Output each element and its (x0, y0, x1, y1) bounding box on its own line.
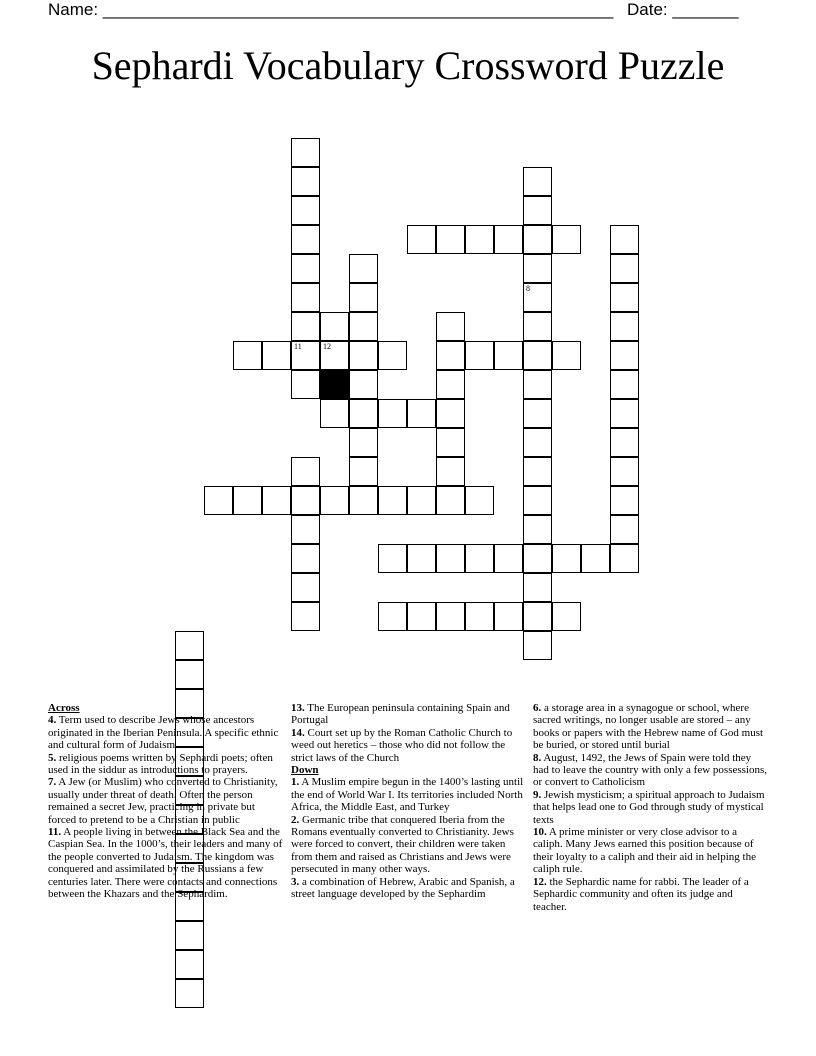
crossword-cell[interactable] (291, 486, 320, 515)
crossword-cell[interactable] (436, 486, 465, 515)
clue-number: 8 (526, 284, 530, 293)
clue-text: August, 1492, the Jews of Spain were told they had to leave the country with only a few possessions, or convert to Catholicism (533, 751, 768, 789)
clue-number: 12 (323, 342, 331, 351)
clue-text: A people living in between the Black Sea and the Caspian Sea. In the 1000’s, their leaders and many of the people converted to Judaism. The kingdom was conquered and assimilated by the Russians a few centuries later. There were contacts and connections between the Khazars and the Sephardim. (48, 826, 283, 901)
crossword-cell[interactable] (523, 312, 552, 341)
clue-text: a combination of Hebrew, Arabic and Spanish, a street language developed by the Sephardim (291, 875, 515, 901)
crossword-cell[interactable] (610, 254, 639, 283)
clue-text: Court set up by the Roman Catholic Church to weed out heretics – those who did not follow the strict laws of the Church (291, 726, 513, 764)
crossword-cell[interactable] (436, 312, 465, 341)
name-field-line: Name: ______________________________________________________ (48, 0, 614, 19)
across-heading: Across (48, 702, 80, 714)
crossword-cell[interactable] (610, 457, 639, 486)
crossword-cell[interactable] (291, 457, 320, 486)
clue-number-label: 10. (533, 826, 547, 839)
crossword-cell[interactable] (320, 399, 349, 428)
crossword-cell[interactable] (291, 167, 320, 196)
clue-number-label: 1. (291, 776, 300, 789)
clue-item (533, 702, 769, 752)
clue-number-label: 13. (291, 702, 305, 714)
crossword-cell[interactable] (262, 486, 291, 515)
crossword-cell[interactable] (291, 515, 320, 544)
crossword-cell[interactable] (349, 283, 378, 312)
crossword-cell[interactable] (552, 341, 581, 370)
crossword-cell[interactable] (465, 341, 494, 370)
crossword-cell[interactable] (378, 544, 407, 573)
clues-column-3 (533, 702, 769, 913)
clue-number-label: 11. (48, 826, 62, 839)
clue-text: religious poems written by Sephardi poets; often used in the siddur as introductions to prayers. (48, 751, 273, 777)
crossword-cell[interactable] (523, 428, 552, 457)
crossword-cell[interactable] (523, 515, 552, 544)
crossword-cell[interactable] (291, 341, 320, 370)
crossword-cell[interactable] (465, 544, 494, 573)
crossword-cell[interactable] (349, 370, 378, 399)
crossword-cell[interactable] (320, 486, 349, 515)
across-clue-list-continued (291, 702, 527, 764)
down-clue-list (291, 776, 527, 900)
crossword-cell[interactable] (291, 283, 320, 312)
clue-number-label: 2. (291, 813, 300, 826)
clue-number-label: 4. (48, 714, 57, 727)
crossword-cell[interactable] (610, 515, 639, 544)
crossword-cell[interactable] (349, 312, 378, 341)
clue-text: Germanic tribe that conquered Iberia from the Romans eventually converted to Christianity. Jews were forced to convert, their children were taken from them and raised as Christians and Jews were persecuted in many other ways. (291, 813, 514, 876)
clue-text: the Sephardic name for rabbi. The leader of a Sephardic community and often its judge and teacher. (533, 875, 749, 913)
crossword-cell[interactable] (494, 602, 523, 631)
crossword-cell[interactable] (610, 544, 639, 573)
crossword-cell[interactable] (407, 602, 436, 631)
crossword-cell[interactable] (233, 341, 262, 370)
crossword-cell[interactable] (581, 544, 610, 573)
crossword-cell[interactable] (523, 486, 552, 515)
clue-text: A Muslim empire begun in the 1400’s lasting until the end of World War I. Its territories included North Africa, the Middle East, and Turkey (291, 776, 524, 814)
crossword-cell[interactable] (378, 341, 407, 370)
clue-item (533, 752, 769, 789)
clue-item (533, 789, 769, 826)
crossword-cell[interactable] (378, 399, 407, 428)
clue-item (533, 826, 769, 876)
crossword-cell[interactable] (436, 544, 465, 573)
down-clue-list-continued (533, 702, 769, 913)
crossword-cell[interactable] (349, 457, 378, 486)
black-square (320, 370, 349, 399)
crossword-cell[interactable] (175, 921, 204, 950)
clue-item (291, 876, 527, 901)
crossword-cell[interactable] (407, 486, 436, 515)
clue-number-label: 5. (48, 751, 57, 764)
crossword-cell[interactable] (407, 399, 436, 428)
clue-text: Jewish mysticism; a spiritual approach to Judaism that helps lead one to God through study of mystical texts (533, 788, 765, 826)
clue-item (291, 702, 527, 727)
crossword-cell[interactable] (523, 341, 552, 370)
crossword-cell[interactable] (523, 399, 552, 428)
clue-text: A Jew (or Muslim) who converted to Christianity, usually under threat of death. Often the person remained a secret Jew, practicing in private but forced to pretend to be a Christian in public (48, 776, 278, 826)
crossword-cell[interactable] (465, 602, 494, 631)
crossword-cell[interactable] (436, 399, 465, 428)
crossword-cell[interactable] (552, 544, 581, 573)
crossword-cell[interactable] (552, 602, 581, 631)
crossword-cell[interactable] (175, 950, 204, 979)
clue-item (291, 727, 527, 764)
crossword-cell[interactable] (436, 457, 465, 486)
clue-item (533, 876, 769, 913)
crossword-cell[interactable] (291, 544, 320, 573)
clue-item (48, 776, 284, 826)
crossword-cell[interactable] (291, 573, 320, 602)
crossword-cell[interactable] (523, 225, 552, 254)
clue-number-label: 12. (533, 875, 547, 888)
crossword-cell[interactable] (175, 660, 204, 689)
crossword-cell[interactable] (465, 225, 494, 254)
clue-text: A prime minister or very close advisor to a caliph. Many Jews earned this position because of their loyalty to a caliph and their aid in helping the caliph rule. (533, 826, 756, 876)
crossword-cell[interactable] (291, 138, 320, 167)
crossword-cell[interactable] (262, 341, 291, 370)
crossword-cell[interactable] (523, 283, 552, 312)
clue-number-label: 6. (533, 702, 542, 714)
crossword-cell[interactable] (436, 370, 465, 399)
crossword-cell[interactable] (349, 341, 378, 370)
crossword-cell[interactable] (349, 399, 378, 428)
crossword-cell[interactable] (291, 225, 320, 254)
crossword-cell[interactable] (465, 486, 494, 515)
crossword-cell[interactable] (610, 283, 639, 312)
crossword-cell[interactable] (320, 312, 349, 341)
crossword-cell[interactable] (610, 428, 639, 457)
clue-item (291, 776, 527, 813)
crossword-cell[interactable] (494, 544, 523, 573)
crossword-cell[interactable] (175, 631, 204, 660)
clue-number-label: 9. (533, 788, 542, 801)
clue-item (48, 752, 284, 777)
clue-number-label: 8. (533, 751, 542, 764)
crossword-cell[interactable] (175, 979, 204, 1008)
crossword-cell[interactable] (436, 225, 465, 254)
crossword-cell[interactable] (610, 486, 639, 515)
clue-item (48, 714, 284, 751)
clue-number-label: 14. (291, 726, 305, 739)
across-clue-list (48, 714, 284, 900)
clues-column-2 (291, 702, 527, 901)
crossword-cell[interactable] (320, 341, 349, 370)
crossword-cell[interactable] (349, 486, 378, 515)
date-field-line: Date: _______ (627, 0, 739, 19)
crossword-cell[interactable] (523, 631, 552, 660)
crossword-cell[interactable] (204, 486, 233, 515)
crossword-cell[interactable] (610, 370, 639, 399)
crossword-cell[interactable] (523, 457, 552, 486)
clue-item (48, 826, 284, 900)
puzzle-title: Sephardi Vocabulary Crossword Puzzle (91, 43, 725, 88)
crossword-cell[interactable] (610, 312, 639, 341)
crossword-cell[interactable] (407, 225, 436, 254)
clues-column-1 (48, 702, 284, 901)
crossword-cell[interactable] (523, 544, 552, 573)
crossword-cell[interactable] (436, 341, 465, 370)
clue-text: Term used to describe Jews whose ancestors originated in the Iberian Peninsula. A specific ethnic and cultural form of Judaism. (48, 714, 279, 752)
down-heading: Down (291, 764, 319, 777)
crossword-cell[interactable] (407, 544, 436, 573)
crossword-cell[interactable] (552, 225, 581, 254)
clue-text: The European peninsula containing Spain and Portugal (291, 702, 510, 727)
crossword-cell[interactable] (523, 254, 552, 283)
crossword-cell[interactable] (610, 225, 639, 254)
crossword-cell[interactable] (610, 341, 639, 370)
crossword-cell[interactable] (494, 225, 523, 254)
crossword-cell[interactable] (523, 370, 552, 399)
clue-number-label: 3. (291, 875, 300, 888)
crossword-cell[interactable] (378, 602, 407, 631)
crossword-cell[interactable] (610, 399, 639, 428)
crossword-cell[interactable] (523, 196, 552, 225)
crossword-cell[interactable] (523, 167, 552, 196)
crossword-cell[interactable] (436, 428, 465, 457)
crossword-cell[interactable] (291, 196, 320, 225)
crossword-cell[interactable] (233, 486, 262, 515)
clue-item (291, 814, 527, 876)
crossword-cell[interactable] (291, 312, 320, 341)
crossword-cell[interactable] (523, 602, 552, 631)
crossword-cell[interactable] (523, 573, 552, 602)
crossword-cell[interactable] (494, 341, 523, 370)
crossword-cell[interactable] (436, 602, 465, 631)
clue-number: 11 (294, 342, 302, 351)
clue-text: a storage area in a synagogue or school, where sacred writings, no longer usable are stored – any books or papers with the Hebrew name of God must be buried, or stored until burial (533, 702, 764, 752)
crossword-cell[interactable] (291, 370, 320, 399)
crossword-cell[interactable] (349, 254, 378, 283)
clue-number-label: 7. (48, 776, 57, 789)
crossword-cell[interactable] (349, 428, 378, 457)
crossword-cell[interactable] (378, 486, 407, 515)
crossword-cell[interactable] (291, 602, 320, 631)
crossword-cell[interactable] (291, 254, 320, 283)
